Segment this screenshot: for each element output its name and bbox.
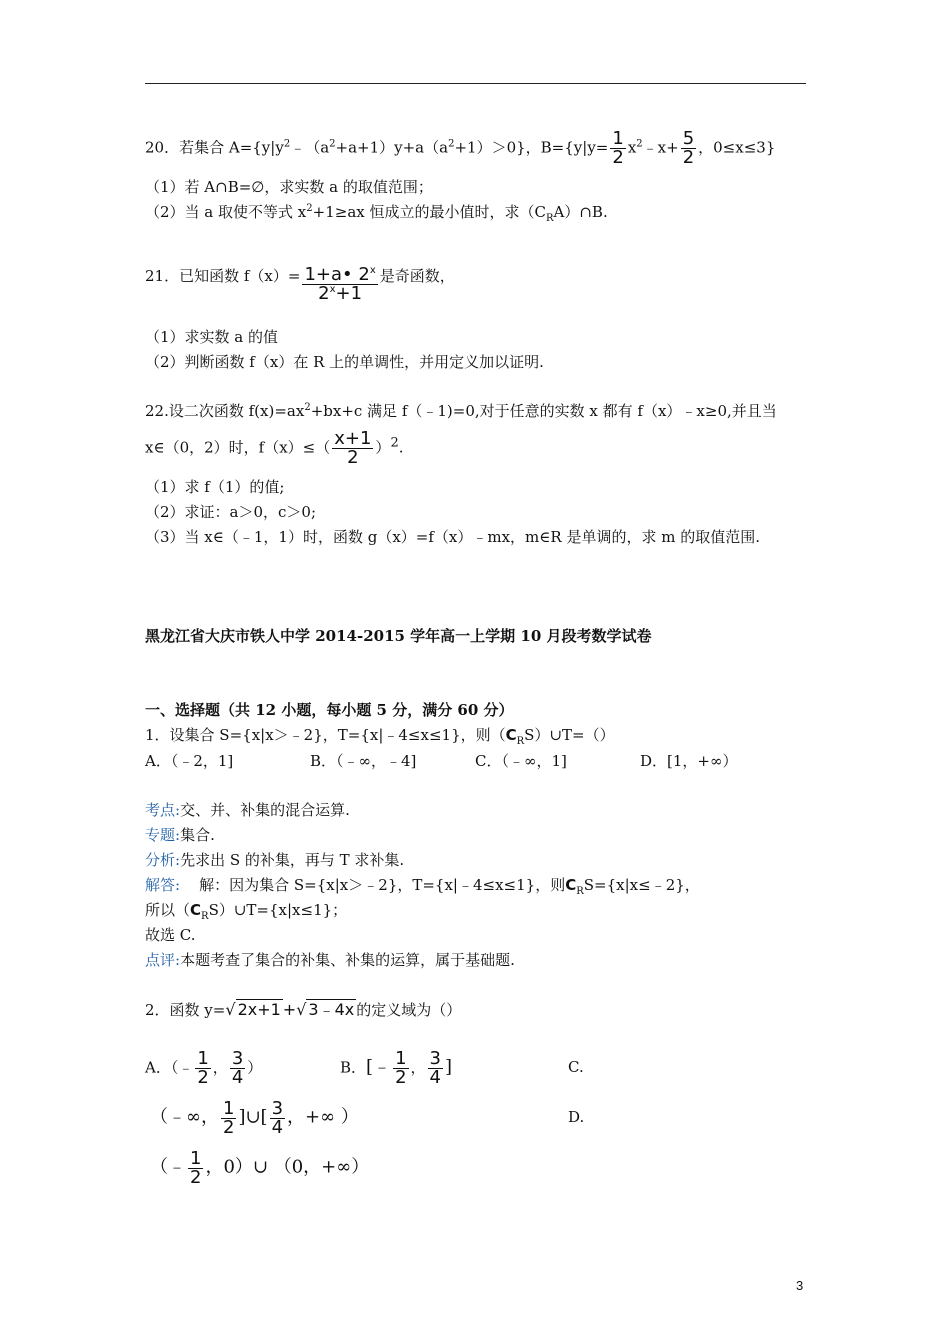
q1-stem: 1．设集合 S={x|x＞﹣2}，T={x|﹣4≤x≤1}，则$(C_RS)\cup T=()$: [145, 726, 615, 747]
q1-fenxi: 分析:先求出 S 的补集，再与 T 求补集.: [145, 851, 405, 869]
q2-option-c: （﹣∞， $\frac{1}{2}$ ]∪[ $\frac{3}{4}$ ，+∞ ）: [150, 1098, 359, 1138]
q2-option-d-label: D.: [568, 1108, 585, 1126]
q21-stem: 21．已知函数 f（x）= $\frac{1+a• 2^x}{2^x+1}$ 是奇函数，: [145, 264, 455, 304]
q20-frac-five-halves: $\frac{5}{2}$: [682, 128, 695, 168]
q2-stem: 2．函数 y=√ 2x+1 +√ 3﹣4x 的定义域为（）: [145, 1000, 462, 1019]
q1-jieda: 解答: 解：因为集合 S={x|x＞﹣2}，T={x|﹣4≤x≤1}，则$C_RS=\{x|x\le﹣2\}$，: [145, 876, 700, 897]
q20-part1: （1）若 A∩B=∅，求实数 a 的取值范围；: [145, 178, 433, 196]
q20-part2: （2）当 a 取使不等式 $x^2+1\ge ax$ 恒成立的最小值时，求$(C_RA)\cap B$.: [145, 203, 608, 224]
q22-part3: （3）当 x∈（﹣1，1）时，函数 g（x）=f（x）﹣mx，m∈R 是单调的，求 m 的取值范围.: [145, 528, 760, 546]
q1-kaodian: 考点:交、并、补集的混合运算.: [145, 801, 350, 819]
q2-option-a: A．（﹣ $\frac{1}{2}$ ， $\frac{3}{4}$ ）: [145, 1048, 263, 1088]
q21-part2: （2）判断函数 f（x）在 R 上的单调性，并用定义加以证明.: [145, 353, 544, 371]
q1-option-c: C．（﹣∞，1]: [475, 752, 567, 770]
q1-jieda-line2: 所以$(C_RS)\cup T=\{x|x\le 1\}$；: [145, 901, 348, 922]
q21-fraction: $\frac{1+a• 2^x}{2^x+1}$: [304, 264, 376, 304]
q2-option-b: B．[﹣ $\frac{1}{2}$ ， $\frac{3}{4}$ ]: [340, 1048, 453, 1088]
q22-part1: （1）求 f（1）的值;: [145, 478, 285, 496]
sqrt-3-minus-4x: √ 3﹣4x: [296, 1000, 355, 1019]
q1-dianping: 点评:本题考查了集合的补集、补集的运算，属于基础题.: [145, 951, 515, 969]
q22-stem-line1: 22.设二次函数 $f(x)=ax^2+bx+c$ 满足 f（﹣1)=0,对于任意的实数 x 都有 f（x）﹣x≥0,并且当: [145, 402, 777, 420]
q21-part1: （1）求实数 a 的值: [145, 328, 279, 346]
q22-stem-line2: x∈（0，2）时，f（x）≤（ $\frac{x+1}{2}$ ）$^2$.: [145, 428, 404, 468]
q1-option-a: A．（﹣2，1]: [145, 752, 234, 770]
header-rule: [145, 83, 806, 84]
q2-option-c-label: C.: [568, 1058, 584, 1076]
q22-part2: （2）求证：a＞0，c＞0;: [145, 503, 317, 521]
q1-zhuanti: 专题:集合.: [145, 826, 215, 844]
section-heading: 一、选择题（共 12 小题，每小题 5 分，满分 60 分）: [145, 701, 514, 719]
q22-fraction: $\frac{x+1}{2}$: [334, 428, 372, 468]
q20-stem: 20．若集合 $A=\{y|y^2﹣(a^2+a+1)y+a(a^2+1)>0\}$，B={y|y= $\frac{1}{2}$ $x^2﹣x+$ $\frac{5}{2}$ ，0≤x≤3}: [145, 128, 776, 168]
q2-option-d: （﹣ $\frac{1}{2}$ ，0）∪ （0，+∞）: [150, 1148, 370, 1188]
sqrt-2x-plus-1: √ 2x+1: [225, 1000, 281, 1019]
q20-frac-half: $\frac{1}{2}$: [612, 128, 624, 168]
q1-option-d: D．[1，+∞）: [640, 752, 738, 770]
q1-option-b: B．（﹣∞，﹣4]: [310, 752, 417, 770]
q1-answer: 故选 C.: [145, 926, 196, 944]
paper-title: 黑龙江省大庆市铁人中学 2014-2015 学年高一上学期 10 月段考数学试卷: [145, 627, 652, 645]
page-number: 3: [796, 1278, 804, 1293]
